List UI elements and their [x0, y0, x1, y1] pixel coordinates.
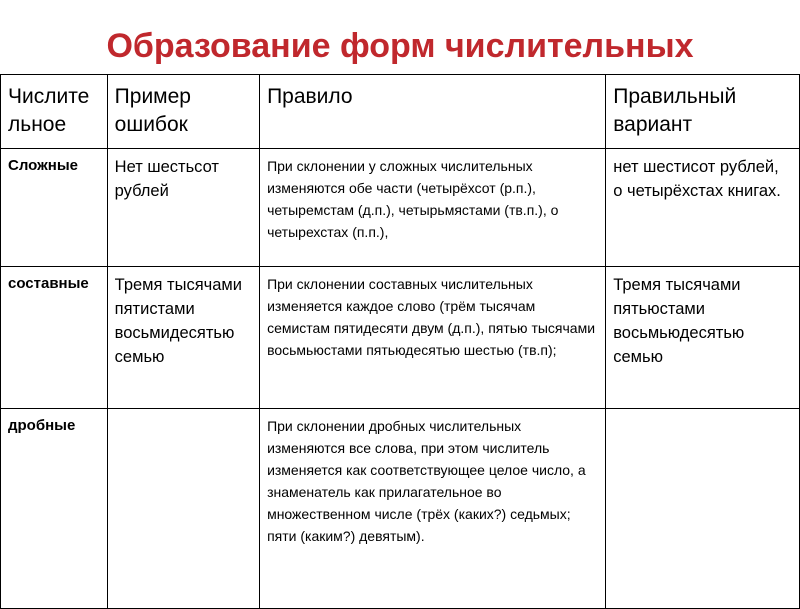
cell-error-example: [107, 409, 259, 609]
header-numeral: Числите льное: [1, 75, 108, 149]
cell-numeral-type: составные: [1, 267, 108, 409]
page-title: Образование форм числительных: [106, 27, 694, 65]
cell-numeral-type: Сложные: [1, 149, 108, 267]
table-row: [1, 267, 800, 409]
header-error-example: Пример ошибок: [107, 75, 259, 149]
cell-correct-variant: [606, 409, 800, 609]
cell-numeral-type: дробные: [1, 409, 108, 609]
table-row: [1, 149, 800, 267]
cell-rule: При склонении у сложных числительных изменяются обе части (четырёхсот (р.п.), четыремстам (д.п.), четырьмястами (тв.п.), о четырехстах (п.п.),: [260, 149, 606, 267]
table-row: [1, 409, 800, 609]
numerals-table: [0, 74, 800, 609]
header-rule: Правило: [260, 75, 606, 149]
cell-correct-variant: Тремя тысячами пятьюстами восьмьюдесятью семью: [606, 267, 800, 409]
cell-error-example: Нет шестьсот рублей: [107, 149, 259, 267]
cell-error-example: Тремя тысячами пятистами восьмидесятью семью: [107, 267, 259, 409]
cell-correct-variant: нет шестисот рублей, о четырёхстах книгах.: [606, 149, 800, 267]
header-correct-variant: Правильный вариант: [606, 75, 800, 149]
cell-rule: При склонении дробных числительных изменяются все слова, при этом числитель изменяется как соответствующее целое число, а знаменатель как прилагательное во множественном числе (трёх (каких?) седьмых; пяти (каким?) девятым).: [260, 409, 606, 609]
cell-rule: При склонении составных числительных изменяется каждое слово (трём тысячам семистам пятидесяти двум (д.п.), пятью тысячами восьмьюстами пятьюдесятью шестью (тв.п);: [260, 267, 606, 409]
table-header-row: [1, 75, 800, 149]
